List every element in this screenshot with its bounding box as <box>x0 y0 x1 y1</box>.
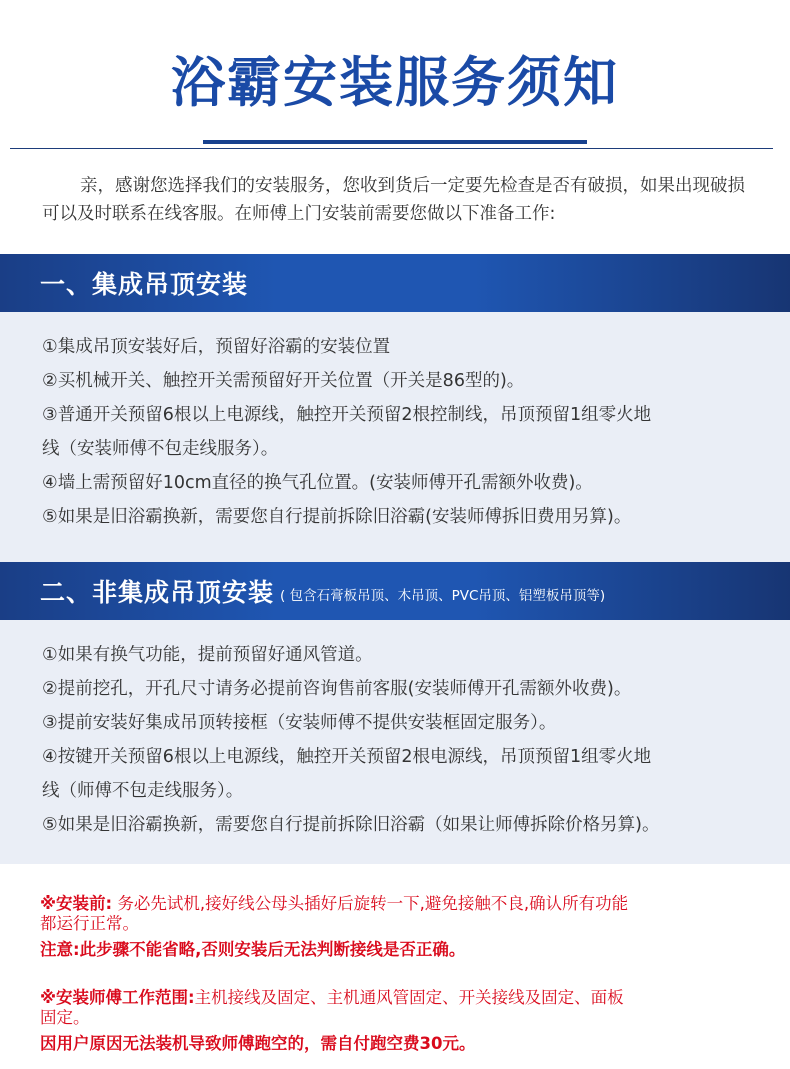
section2-item-2: ②提前挖孔，开孔尺寸请务必提前咨询售前客服(安装师傅开孔需额外收费)。 <box>42 679 632 699</box>
note-scope-label: ※安装师傅工作范围: <box>40 988 195 1007</box>
section2-panel <box>0 620 790 864</box>
note-before-label: ※安装前: <box>40 894 113 913</box>
section1-item-3-cont: 线（安装师傅不包走线服务）。 <box>42 439 279 459</box>
note-attention: 注意:此步骤不能省略,否则安装后无法判断接线是否正确。 <box>40 940 466 959</box>
page-title: 浴霸安装服务须知 <box>171 51 619 114</box>
section2-item-3: ③提前安装好集成吊顶转接框（安装师傅不提供安装框固定服务）。 <box>42 713 557 733</box>
section1-item-4: ④墙上需预留好10cm直径的换气孔位置。(安装师傅开孔需额外收费)。 <box>42 473 593 493</box>
note-scope-text-2: 固定。 <box>40 1008 90 1027</box>
section2-header <box>0 562 790 620</box>
section2-item-4: ④按键开关预留6根以上电源线，触控开关预留2根电源线，吊顶预留1组零火地 <box>42 747 652 767</box>
section1-item-1: ①集成吊顶安装好后，预留好浴霸的安装位置 <box>42 337 391 357</box>
note-before-install <box>40 894 760 914</box>
title-rule <box>10 148 773 149</box>
section1-item-5: ⑤如果是旧浴霸换新，需要您自行提前拆除旧浴霸(安装师傅拆旧费用另算)。 <box>42 507 632 527</box>
section1-title: 一、集成吊顶安装 <box>40 270 249 299</box>
title-underline <box>203 140 587 144</box>
note-fee: 因用户原因无法装机导致师傅跑空的，需自付跑空费30元。 <box>40 1034 476 1053</box>
section2-item-4-cont: 线（师傅不包走线服务）。 <box>42 781 244 801</box>
note-scope-text-1: 主机接线及固定、主机通风管固定、开关接线及固定、面板 <box>194 988 624 1007</box>
note-before-text-2: 都运行正常。 <box>40 914 139 933</box>
section1-item-3: ③普通开关预留6根以上电源线，触控开关预留2根控制线，吊顶预留1组零火地 <box>42 405 652 425</box>
note-before-text-1: 务必先试机,接好线公母头插好后旋转一下,避免接触不良,确认所有功能 <box>112 894 629 913</box>
note-scope <box>40 988 760 1008</box>
section1-header <box>0 254 790 312</box>
section2-item-5: ⑤如果是旧浴霸换新，需要您自行提前拆除旧浴霸（如果让师傅拆除价格另算)。 <box>42 815 660 835</box>
section2-title: 二、非集成吊顶安装 <box>40 578 275 607</box>
section1-panel <box>0 312 790 562</box>
section2-item-1: ①如果有换气功能，提前预留好通风管道。 <box>42 645 373 665</box>
section1-item-2: ②买机械开关、触控开关需预留好开关位置（开关是86型的)。 <box>42 371 525 391</box>
section2-subtitle: ( 包含石膏板吊顶、木吊顶、PVC吊顶、铝塑板吊顶等) <box>280 588 606 604</box>
intro-paragraph: 亲，感谢您选择我们的安装服务，您收到货后一定要先检查是否有破损，如果出现破损可以及时联系在线客服。在师傅上门安装前需要您做以下准备工作: <box>42 176 745 224</box>
